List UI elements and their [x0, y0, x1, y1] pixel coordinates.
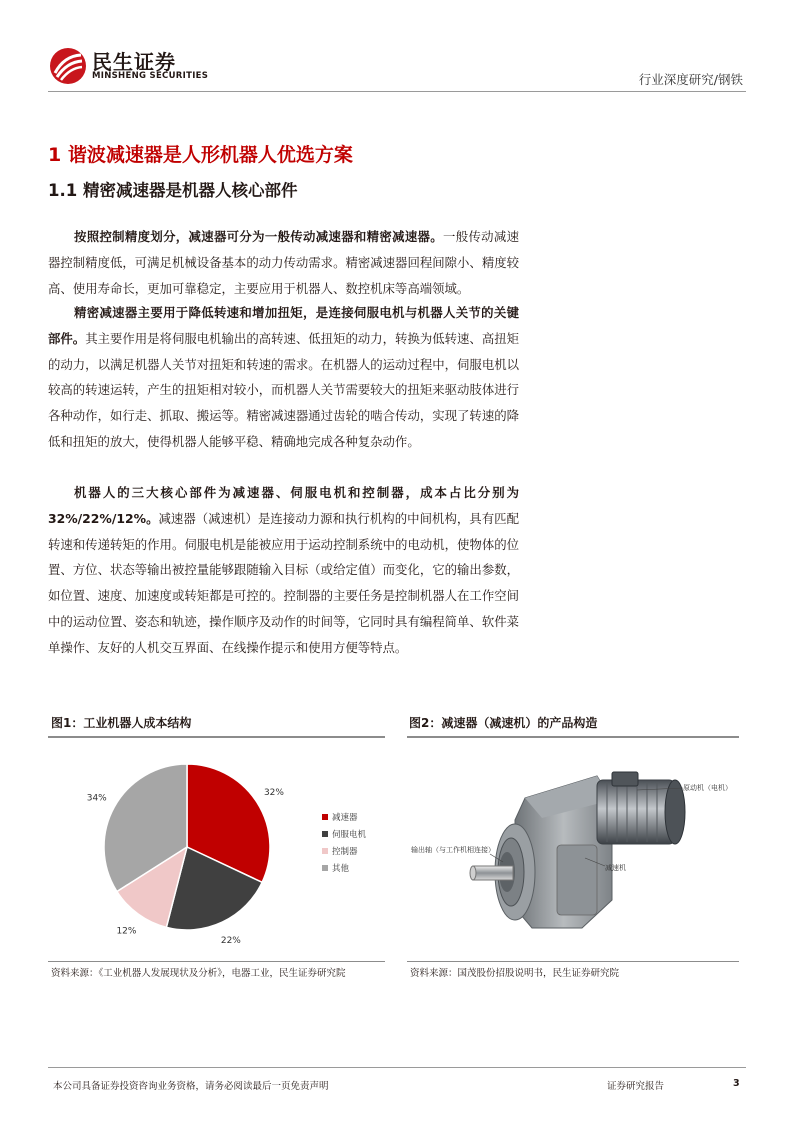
pie-slices: [104, 764, 270, 930]
paragraph-3: [48, 480, 519, 661]
legend-label-4: 其他: [332, 864, 350, 874]
paragraph-1-lead: 按照控制精度划分，减速器可分为一般传动减速器和精密减速器。: [74, 229, 443, 244]
paragraph-1: [48, 224, 519, 301]
cost-structure-pie-chart: [48, 740, 385, 958]
legend-swatch-3: [322, 848, 328, 854]
legend-label-2: 伺服电机: [332, 830, 367, 840]
header-divider: [48, 91, 746, 92]
legend-swatch-4: [322, 865, 328, 871]
legend-swatch-2: [322, 831, 328, 837]
figure-1-bottom-rule: [48, 961, 385, 962]
pie-label-4: 34%: [86, 793, 107, 804]
paragraph-3-body: 减速器（减速机）是连接动力源和执行机构的中间机构，具有匹配转速和传递转矩的作用。伺服电机是能被应用于运动控制系统中的电动机，使物体的位置、方位、状态等输出被控量能够跟随输入目标（或给定值）而变化，它的输出参数，如位置、速度、加速度或转矩都是可控的。控制器的主要任务是控制机器人在工作空间中的运动位置、姿态和轨迹，操作顺序及动作的时间等，它同时具有编程简单、软件菜单操作、友好的人机交互界面、在线操作提示和使用方便等特点。: [48, 510, 519, 655]
page-number: 3: [733, 1078, 740, 1089]
figure-2-top-rule: [407, 736, 739, 738]
figure-1-top-rule: [48, 736, 385, 738]
figure-2-bottom-rule: [407, 961, 739, 962]
label-motor: 原动机（电机）: [683, 784, 732, 792]
subsection-title: 1.1 精密减速器是机器人核心部件: [48, 181, 298, 200]
paragraph-3-lead: 机器人的三大核心部件为减速器、伺服电机和控制器，成本占比分别为32%/22%/12%。: [48, 485, 519, 526]
figure-2-title: 图2：减速器（减速机）的产品构造: [409, 716, 598, 730]
pie-label-2: 22%: [220, 936, 241, 947]
figure-1-source: 资料来源：《工业机器人发展现状及分析》，电器工业，民生证券研究院: [51, 968, 346, 979]
pie-legend: [322, 812, 367, 874]
footer-report-type: 证券研究报告: [607, 1081, 665, 1092]
legend-swatch-1: [322, 814, 328, 820]
footer-disclaimer: 本公司具备证券投资咨询业务资格，请务必阅读最后一页免责声明: [53, 1081, 329, 1092]
figure-2-source: 资料来源：国茂股份招股说明书，民生证券研究院: [410, 968, 620, 979]
gear-reducer-image: [407, 740, 739, 958]
logo-chinese-name: 民生证券: [92, 50, 176, 74]
pie-label-1: 32%: [263, 787, 284, 798]
label-output-shaft: 输出轴（与工作机相连接）: [411, 846, 495, 854]
company-logo: [48, 46, 209, 88]
figure-1-title: 图1：工业机器人成本结构: [51, 716, 192, 730]
report-category: 行业深度研究/钢铁: [638, 72, 743, 87]
paragraph-2: [48, 300, 519, 455]
logo-english-name: MINSHENG SECURITIES: [92, 71, 209, 81]
logo-emblem-icon: [48, 46, 88, 86]
reducer-product-illustration: [407, 740, 739, 958]
section-title: 1 谐波减速器是人形机器人优选方案: [48, 144, 353, 166]
footer-divider: [48, 1067, 746, 1068]
legend-label-3: 控制器: [332, 847, 358, 857]
paragraph-2-lead: 精密减速器主要用于降低转速和增加扭矩，是连接伺服电机与机器人关节的关键部件。: [48, 305, 519, 346]
legend-label-1: 减速器: [332, 813, 358, 823]
paragraph-2-body: 其主要作用是将伺服电机输出的高转速、低扭矩的动力，转换为低转速、高扭矩的动力，以满足机器人关节对扭矩和转速的需求。在机器人的运动过程中，伺服电机以较高的转速运转，产生的扭矩相对较小，而机器人关节需要较大的扭矩来驱动肢体进行各种动作，如行走、抓取、搬运等。精密减速器通过齿轮的啮合传动，实现了转速的降低和扭矩的放大，使得机器人能够平稳、精确地完成各种复杂动作。: [48, 330, 520, 449]
paragraph-1-body: 一般传动减速器控制精度低，可满足机械设备基本的动力传动需求。精密减速器回程间隙小、精度较高、使用寿命长，更加可靠稳定，主要应用于机器人、数控机床等高端领域。: [48, 229, 520, 296]
pie-label-3: 12%: [116, 926, 137, 937]
label-reducer: 减速机: [605, 864, 626, 872]
